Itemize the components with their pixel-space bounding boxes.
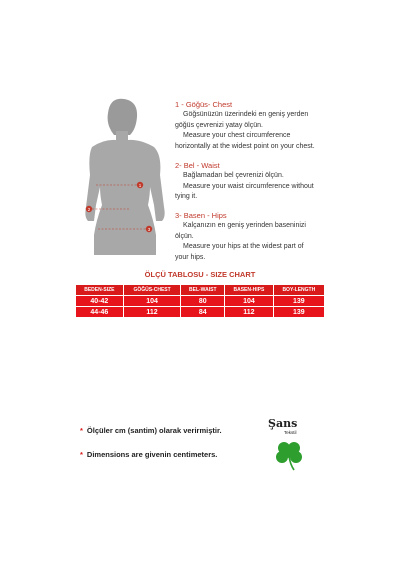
hips-line: your hips. <box>175 253 206 261</box>
table-header-row <box>76 285 325 296</box>
table-cell: 139 <box>273 307 324 318</box>
note-text: Dimensions are givenin centimeters. <box>86 450 218 459</box>
header-chest: GÖĞÜS-CHEST <box>123 285 181 296</box>
marker-3 <box>146 226 152 232</box>
waist-line: Bağlamadan bel çevrenizi ölçün. <box>183 172 284 179</box>
svg-text:3: 3 <box>147 226 151 232</box>
chest-line: horizontally at the widest point on your chest. <box>175 142 315 150</box>
chest-line: göğüs çevrenizi yatay ölçün. <box>175 121 263 129</box>
marker-2 <box>86 206 92 212</box>
table-cell: 84 <box>181 307 225 318</box>
table-cell: 80 <box>181 296 225 307</box>
waist-line: Measure your waist circumference without <box>183 182 314 190</box>
note-text: Ölçüler cm (santim) olarak verirmiştir. <box>86 426 222 435</box>
svg-text:2: 2 <box>87 206 91 212</box>
table-cell: 104 <box>225 296 274 307</box>
header-hips: BASEN-HIPS <box>225 285 274 296</box>
note-units-en <box>80 450 217 459</box>
brand-logo-sub: Tekstil <box>284 430 297 435</box>
table-cell: 139 <box>273 296 324 307</box>
hips-line: Kalçanızın en geniş yerinden baseninizi <box>183 222 306 229</box>
brand-logo-name: Şans <box>268 417 298 430</box>
header-size: BEDEN-SIZE <box>76 285 124 296</box>
table-cell: 112 <box>123 307 181 318</box>
size-chart-table <box>75 284 325 318</box>
header-length: BOY-LENGTH <box>273 285 324 296</box>
hips-line: Measure your hips at the widest part of <box>183 243 304 250</box>
clover-icon <box>272 438 306 472</box>
table-cell: 104 <box>123 296 181 307</box>
table-cell: 40-42 <box>76 296 124 307</box>
svg-text:1: 1 <box>138 182 142 188</box>
marker-1 <box>137 182 143 188</box>
waist-line: tying it. <box>175 193 198 200</box>
hips-instructions <box>175 211 385 263</box>
size-chart-title: ÖLÇÜ TABLOSU - SIZE CHART <box>144 270 256 279</box>
note-star: * <box>80 426 83 435</box>
chest-instructions <box>175 100 385 152</box>
chest-line: Measure your chest circumference <box>183 132 291 139</box>
chest-title: 1 - Göğüs- Chest <box>175 100 233 109</box>
table-cell: 112 <box>225 307 274 318</box>
table-row <box>76 307 325 318</box>
waist-instructions <box>175 161 385 203</box>
table-cell: 44-46 <box>76 307 124 318</box>
note-star: * <box>80 450 83 459</box>
note-units-tr <box>80 426 222 435</box>
hips-title: 3- Basen - Hips <box>175 211 227 220</box>
waist-title: 2- Bel - Waist <box>175 161 220 170</box>
chest-line: Göğsünüzün üzerindeki en geniş yerden <box>183 111 309 118</box>
hips-line: ölçün. <box>175 232 194 240</box>
table-row <box>76 296 325 307</box>
header-waist: BEL-WAIST <box>181 285 225 296</box>
body-silhouette <box>70 95 180 255</box>
